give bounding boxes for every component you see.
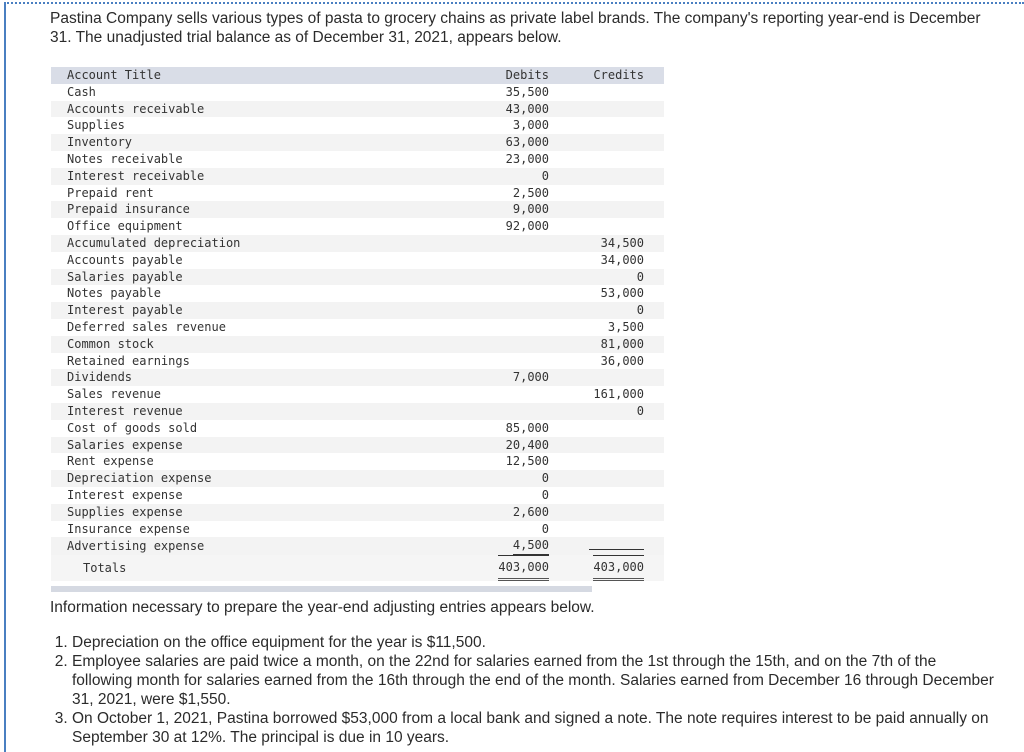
totals-label: Totals: [51, 555, 453, 581]
table-row: [51, 302, 664, 319]
table-row: [51, 134, 664, 151]
list-item: 1. Depreciation on the office equipment for the year is $11,500.: [72, 633, 997, 652]
account-title: Salaries payable: [51, 269, 453, 286]
table-row: [51, 218, 664, 235]
account-title: Common stock: [51, 336, 453, 353]
table-row: [51, 336, 664, 353]
account-title: Depreciation expense: [51, 470, 453, 487]
debit-value: 7,000: [512, 370, 549, 385]
account-title: Dividends: [51, 369, 453, 386]
account-title: Deferred sales revenue: [67, 319, 226, 334]
credit-value: 34,000: [600, 252, 644, 267]
table-row: [51, 369, 664, 386]
debit-value: 0: [541, 168, 549, 183]
table-row: [51, 521, 664, 538]
table-row: [51, 168, 664, 185]
credit-value: 81,000: [600, 336, 644, 351]
table-header: [51, 67, 664, 84]
account-title: Accumulated depreciation: [51, 235, 453, 252]
debit-value: 2,600: [512, 504, 549, 519]
table-row: [51, 353, 664, 370]
account-title: Supplies: [67, 118, 125, 133]
list-item: 2. Employee salaries are paid twice a month, on the 22nd for salaries earned from the 1st through the 15th, and on the 7th of the following month for salaries earned from the 16th through the end of the month. Salaries earned from December 16 through December 31, 2021, were $1,550.: [72, 652, 997, 709]
info-heading: Information necessary to prepare the year-end adjusting entries appears below.: [50, 599, 595, 616]
credit-value: 0: [636, 403, 644, 418]
account-title: Insurance expense: [67, 521, 190, 536]
account-title: Cash: [67, 84, 96, 99]
account-title: Notes payable: [67, 286, 161, 301]
debit-value: 4,500: [513, 537, 549, 555]
table-row: [51, 201, 664, 218]
debit-value: 2,500: [512, 185, 549, 200]
credit-value: 0: [636, 303, 644, 318]
table-row: [51, 319, 664, 336]
list-item: 3. On October 1, 2021, Pastina borrowed $53,000 from a local bank and signed a note. The note requires interest to be paid annually on September 30 at 12%. The principal is due in 10 years.: [72, 709, 997, 747]
adjustment-list: [50, 633, 997, 747]
totals-credit: 403,000: [593, 555, 644, 581]
debit-value: 0: [541, 471, 549, 486]
account-title: Rent expense: [67, 454, 154, 469]
debit-value: 0: [541, 521, 549, 536]
account-title: Notes receivable: [67, 151, 183, 166]
totals-debit: 403,000: [498, 555, 549, 581]
table-row: [51, 437, 664, 454]
header-debits: Debits: [453, 67, 549, 84]
account-title: Prepaid insurance: [51, 201, 453, 218]
account-title: Interest receivable: [51, 168, 453, 185]
debit-value: 12,500: [505, 454, 549, 469]
table-row: [51, 470, 664, 487]
table-row: [51, 235, 664, 252]
trial-balance-table: [51, 67, 664, 581]
account-title: Supplies expense: [51, 504, 453, 521]
header-account-title: Account Title: [51, 67, 453, 84]
table-row: [51, 252, 664, 269]
table-row: [51, 151, 664, 168]
table-row: [51, 117, 664, 134]
debit-value: 23,000: [505, 151, 549, 166]
debit-value: 35,500: [505, 84, 549, 99]
header-credits: Credits: [569, 67, 644, 84]
debit-value: 20,400: [505, 437, 549, 452]
account-title: Inventory: [51, 134, 453, 151]
debit-value: 92,000: [505, 219, 549, 234]
table-row: [51, 84, 664, 101]
credit-value: 0: [636, 269, 644, 284]
table-row: [51, 403, 664, 420]
account-title: Salaries expense: [51, 437, 453, 454]
table-row: [51, 101, 664, 118]
credit-value: 161,000: [593, 387, 644, 402]
table-scrollbar[interactable]: [51, 586, 592, 592]
table-row: [51, 453, 664, 470]
table-row: [51, 386, 664, 403]
debit-value: 85,000: [505, 420, 549, 435]
intro-text: Pastina Company sells various types of pasta to grocery chains as private label brands. The company's reporting year-end is December 31. The unadjusted trial balance as of December 31, 2021, appears below.: [50, 10, 981, 46]
table-row: [51, 487, 664, 504]
account-title: Interest revenue: [51, 403, 453, 420]
debit-value: 0: [541, 487, 549, 502]
account-title: Accounts payable: [67, 252, 183, 267]
account-title: Cost of goods sold: [67, 420, 198, 435]
table-row: [51, 269, 664, 286]
totals-row: [51, 555, 664, 581]
debit-value: 9,000: [512, 202, 549, 217]
account-title: Prepaid rent: [67, 185, 154, 200]
account-title: Interest expense: [67, 487, 183, 502]
account-title: Interest payable: [51, 302, 453, 319]
credit-value: 36,000: [600, 353, 644, 368]
debit-value: 43,000: [505, 101, 549, 116]
credit-value: 34,500: [600, 235, 644, 250]
credit-value: [589, 549, 644, 550]
table-row: [51, 285, 664, 302]
credit-value: 3,500: [607, 319, 644, 334]
table-row: [51, 504, 664, 521]
account-title: Accounts receivable: [51, 101, 453, 118]
debit-value: 3,000: [512, 118, 549, 133]
account-title: Advertising expense: [51, 537, 453, 555]
account-title: Office equipment: [67, 219, 183, 234]
table-row: [51, 185, 664, 202]
table-row: [51, 537, 664, 555]
account-title: Sales revenue: [67, 387, 161, 402]
debit-value: 63,000: [505, 135, 549, 150]
credit-value: 53,000: [600, 286, 644, 301]
table-row: [51, 420, 664, 437]
account-title: Retained earnings: [67, 353, 190, 368]
